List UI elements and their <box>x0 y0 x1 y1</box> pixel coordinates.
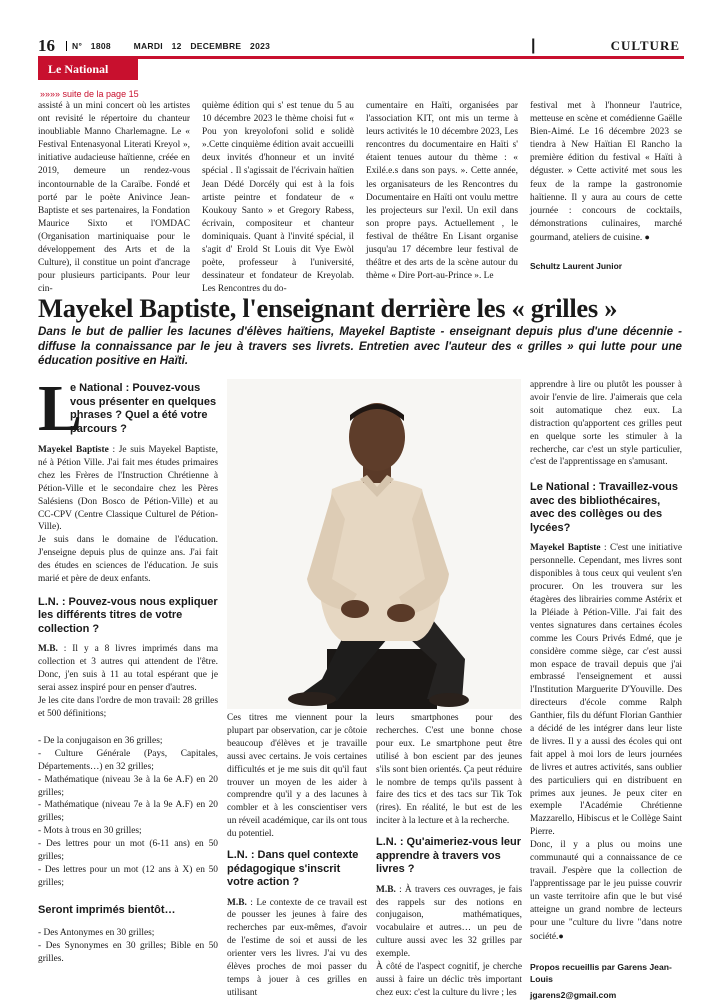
issue-meta <box>66 41 270 51</box>
list-item: - De la conjugaison en 36 grilles; <box>38 735 163 746</box>
question-5: Le National : Travaillez-vous avec des bibliothécaires, avec des collèges ou des lycées? <box>530 481 678 534</box>
continued-col-1: assisté à un mini concert où les artistes ont revisité le répertoire du chanteur inoubliable Manno Charlemagne. Le « Festival Entenasyonal Literati Kreyol », initiative audacieuse haïtienne, créée en 2019, demeure un rendez-vous incontournable de la Caraïbe. Fondé et porté par le poète Anivince Jean-Baptiste et ses partenaires, la Fondation Maurice Sixto et l'OMDAC (Organisation martiniquaise pour le développement des Arts et de la Culture), il constitue un point d'ancrage pour plusieurs participants. Pour leur cin- <box>38 101 190 295</box>
list-item: - Mots à trous en 30 grilles; <box>38 826 142 837</box>
continued-label: »»»» suite de la page 15 <box>40 89 139 99</box>
page-number: 16 <box>38 36 55 55</box>
list-item: - Des Antonymes en 30 grilles; <box>38 928 155 939</box>
issue-day: MARDI <box>133 41 163 51</box>
answer-4: M.B. : À travers ces ouvrages, je fais des rappels sur des notions en conjugaison, mathématiques, vocabulaire et autres… un peu de culture aussi avec les 32 grilles par exemple. À côté de l'aspect cognitif, je cherche aussi à faire un déclic très important chez eux: c'est la culture du livre ; les <box>376 884 522 998</box>
drop-cap: L <box>38 372 83 445</box>
section-title: CULTURE <box>610 38 680 53</box>
continued-col-4: festival met à l'honneur l'autrice, metteuse en scène et comédienne Gaëlle Bien-Aimé. Le 16 décembre 2023 se tiendra à New Haïtian El Rancho la première édition du festival « Haïti à déguster. » Cette activité met sous les feux de la rampe la gastronomie haïtienne. Il y aura au cours de cette journée : concours de cocktails, démonstrations culinaires, marché gourmand, ateliers de cuisine. ● <box>530 101 682 243</box>
answer-1: Mayekel Baptiste : Je suis Mayekel Baptiste, né à Pétion Ville. J'ai fait mes études primaires chez les Frères de l'Instruction Chrétienne à Pétion-Ville et le secondaire chez les Pères Salésiens (Don Bosco de Pétion-Ville) et au CC-CPV (Centre Classique Culturel de Pétion-Ville). Je suis dans le domaine de l'éducation. J'enseigne depuis plus de quinze ans. J'ai fait des études en sciences de l'éducation. Je suis marié et père de deux enfants. <box>38 445 218 585</box>
titles-list <box>38 735 218 890</box>
answer-2: M.B. : Il y a 8 livres imprimés dans ma collection et 3 autres qui attendent de l'être. Donc, j'en suis à 11 au total espérant que je serai assez inspiré pour en penser d'autres. Je les cite dans l'ordre de mon travail: 28 grilles et 500 définitions; <box>38 644 218 719</box>
answer-5: Mayekel Baptiste : C'est une initiative personnelle. Cependant, mes livres sont disponibles à tous ceux qui veulent s'en procurer. On les trouvera sur les étagères des librairies comme Astérix et la Pléiade à Pétion-Ville. J'ai fait des ventes signatures dans certaines écoles comme les Cours Privés Edmé, que je considère comme siège, car c'est aussi mon espace de travail depuis que j'ai embrassé l'enseignement et aussi l'Institution Marguerite D'Youville. Des directeurs d'école comme Ralph Ganthier, fils du défunt Florian Ganthier a décidé de les intégrer dans leur liste de livres. Il y a aussi des écoles qui ont fait appel à moi lors de leurs journées de livres et autres activités, sans oublier des particuliers qui en distribuent en primes aux jeunes. Je peux citer en exemple l'Académie Chrétienne Mazzarello, Hibiscus et le Collège Saint Pierre. Donc, il y a plus ou moins une communauté qui a connaissance de ce travail. J'espère que la collection de l'apprentissage par le jeu puisse couvrir un vaste territoire afin que le but visé atteigne un grand nombre de lecteurs pour une "culture du livre "dans notre société.● <box>530 543 682 942</box>
list-item: - Des lettres pour un mot (12 ans à X) en 50 grilles; <box>38 864 218 888</box>
header-separator: | <box>531 37 536 54</box>
list-item: - Des Synonymes en 30 grilles; Bible en 50 grilles. <box>38 941 218 965</box>
continued-col-2: quième édition qui s' est tenue du 5 au 10 décembre 2023 le thème choisi fut « Pou yon kreyolofoni solid e solidè ».Cette cinquième édition avait accueilli deux invités d'honneur et un invité spécial . Il s'agissait de l'écrivain haïtien Jean Dédé Dorcély qui est à la fois artiste peintre et fondateur de « Koukouy Santo » et Gregory Rabess, écrivain, compositeur et chanteur dominiquais. Quant à l'invité spécial, il s'agit d' Erold St Louis dit Vye Ewòl poète, professeur à l'université, dessinateur et fondateur de Kreyolab. Les Rencontres du do- <box>202 101 354 295</box>
continued-signature: Schultz Laurent Junior <box>530 261 623 272</box>
question-4: L.N. : Qu'aimeriez-vous leur apprendre à travers vos livres ? <box>376 836 522 876</box>
article-lede: Dans le but de pallier les lacunes d'élèves haïtiens, Mayekel Baptiste - enseignant depuis plus d'une décennie - diffuse la connaissance par le jeu à travers ses livrets. Entretien avec l'auteur des « grilles » qui lutte pour une éducation positive en Haïti. <box>38 325 682 368</box>
author-email[interactable]: jgarens2@gmail.com <box>530 990 617 1001</box>
col2-paragraph: Ces titres me viennent pour la plupart par observation, car je côtoie beaucoup d'élèves et je travaille aussi avec certains. Je vois certaines difficultés et je me suis dit qu'il faut trouver un moyen de les aider à comprendre qu'il y a des lacunes à combler et à les conscientiser vers un réveil académique, car ils ont tous du potentiel. <box>227 713 367 840</box>
article-headline: Mayekel Baptiste, l'enseignant derrière les « grilles » <box>38 293 618 323</box>
continued-col-3: cumentaire en Haïti, organisées par l'association KIT, ont mis un terme à leurs activités le 10 décembre 2023, Les rencontres du documentaire en Haïti s' étaient tenues autour du thème : « Exilé.e.s dans son pays. ». Cette année, les organisateurs de les Rencontres du Documentaire en Haïti ont voulu mettre les projecteurs sur l'exil. Un exil dans son propre pays. Actuellement , le festival de théâtre En Lisant organise jusqu'au 17 décembre leur festival de théâtre et des arts de la scène autour du thème « Dire Port-au-Prince ». Le <box>366 101 518 282</box>
list-item: - Culture Générale (Pays, Capitales, Départements…) en 32 grilles; <box>38 748 218 772</box>
portrait-photo <box>227 379 521 709</box>
portrait-illustration <box>227 379 521 709</box>
upcoming-list <box>38 927 218 966</box>
question-2: L.N. : Pouvez-vous nous expliquer les différents titres de votre collection ? <box>38 595 218 635</box>
issue-date: 12 DECEMBRE 2023 <box>171 41 271 51</box>
issue-number: N° 1808 <box>66 41 111 51</box>
list-item: - Des lettres pour un mot (6-11 ans) en 50 grilles; <box>38 839 218 863</box>
list-item: - Mathématique (niveau 3e à la 6e A.F) en 20 grilles; <box>38 774 218 798</box>
article-credit: Propos recueillis par Garens Jean-Louis <box>530 962 672 985</box>
col4-paragraph: apprendre à lire ou plutôt les pousser à avoir l'envie de lire. J'aimerais que cela soit automatique chez eux. La distraction qu'apportent ces grilles peut en quelque sorte les stimuler à la recherche, car c'est un style particulier, c'est de l'apprentissage en s'amusant. <box>530 380 682 468</box>
question-1: e National : Pouvez-vous vous présenter en quelques phrases ? Quel a été votre parcours ? <box>70 382 217 435</box>
answer-3: M.B. : Le contexte de ce travail est de pousser les jeunes à faire des recherches par eux-mêmes, d'avoir de l'estime de soi et aussi de les orienter vers les livres. J'ai vu des élèves proches de moi passer du temps à jouer à ces grilles en utilisant <box>227 897 367 998</box>
question-3: L.N. : Dans quel contexte pédagogique s'inscrit votre action ? <box>227 849 359 889</box>
list-item: - Mathématique (niveau 7e à la 9e A.F) en 20 grilles; <box>38 800 218 824</box>
subhead-upcoming: Seront imprimés bientôt… <box>38 903 176 916</box>
brand-logo: Le National <box>38 58 138 80</box>
col3-paragraph: leurs smartphones pour des recherches. C'est une bonne chose pour eux. Le smartphone peut être utilisé à bon escient par des jeunes s'ils sont bien orientés. Ça peut réduire le nombre de temps qu'ils passent à faire des tics et des tacs sur Tik Tok (rires). En réalité, le but est de les inciter à la lecture et à la recherche. <box>376 713 522 827</box>
